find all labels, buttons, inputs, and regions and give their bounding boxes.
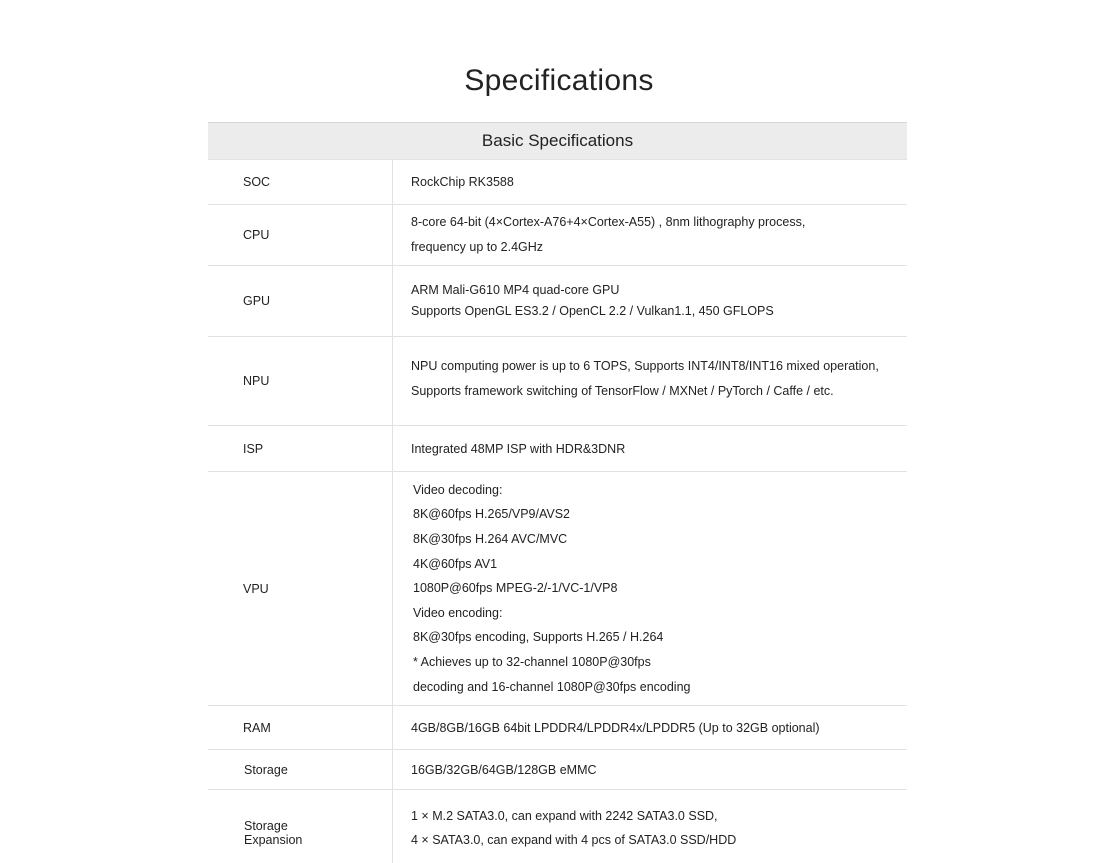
section-header: Basic Specifications [208,122,907,159]
spec-label: Storage [208,750,393,789]
spec-label: GPU [208,266,393,336]
spec-row-ram [208,705,907,749]
spec-value-line: 16GB/32GB/64GB/128GB eMMC [411,762,597,777]
spec-row-vpu [208,471,907,705]
spec-row-isp [208,425,907,471]
spec-value [393,160,907,204]
spec-value-line: RockChip RK3588 [411,175,514,189]
spec-value [393,750,907,789]
spec-value-line: 8K@30fps encoding, Supports H.265 / H.264 [413,630,664,645]
spec-label: ISP [208,426,393,471]
spec-value-line: 1080P@60fps MPEG-2/-1/VC-1/VP8 [413,581,618,596]
spec-label-line: Expansion [244,833,303,847]
spec-value-line: 4GB/8GB/16GB 64bit LPDDR4/LPDDR4x/LPDDR5 (Up to 32GB optional) [411,720,820,735]
spec-row-cpu [208,204,907,265]
spec-value-line: frequency up to 2.4GHz [411,240,544,254]
spec-value-line: Supports OpenGL ES3.2 / OpenCL 2.2 / Vulkan1.1, 450 GFLOPS [411,304,774,318]
spec-value-line: 1 × M.2 SATA3.0, can expand with 2242 SATA3.0 SSD, [411,809,718,823]
spec-label: NPU [208,337,393,425]
spec-row-storage [208,749,907,789]
spec-row-storage-expansion [208,789,907,863]
spec-value-line: Video encoding: [413,605,503,620]
spec-value-line: Integrated 48MP ISP with HDR&3DNR [411,441,626,456]
page-title: Specifications [464,64,654,98]
spec-value [393,426,907,471]
spec-label: VPU [208,472,393,705]
spec-label [208,790,393,863]
spec-value-line: 4 × SATA3.0, can expand with 4 pcs of SATA3.0 SSD/HDD [411,833,737,847]
spec-value [393,472,907,705]
spec-value-line: ARM Mali-G610 MP4 quad-core GPU [411,283,620,297]
spec-value [393,790,907,863]
spec-label-line: Storage [244,819,288,833]
spec-value-line: Supports framework switching of TensorFlow / MXNet / PyTorch / Caffe / etc. [411,384,834,398]
spec-row-npu [208,336,907,425]
spec-value [393,706,907,749]
spec-value-line: * Achieves up to 32-channel 1080P@30fps [413,654,651,669]
spec-value-line: NPU computing power is up to 6 TOPS, Supports INT4/INT8/INT16 mixed operation, [411,359,879,373]
spec-row-gpu [208,265,907,336]
spec-table [208,122,907,863]
spec-value-line: 8K@60fps H.265/VP9/AVS2 [413,507,570,522]
spec-label: SOC [208,160,393,204]
spec-value-line: decoding and 16-channel 1080P@30fps encoding [413,679,691,694]
spec-value [393,205,907,265]
spec-value-line: 8-core 64-bit (4×Cortex-A76+4×Cortex-A55) , 8nm lithography process, [411,215,806,229]
spec-value-line: Video decoding: [413,482,503,497]
spec-label: RAM [208,706,393,749]
spec-row-soc [208,159,907,204]
spec-value-line: 4K@60fps AV1 [413,556,498,571]
spec-value [393,337,907,425]
spec-value [393,266,907,336]
spec-value-line: 8K@30fps H.264 AVC/MVC [413,532,568,547]
spec-label: CPU [208,205,393,265]
